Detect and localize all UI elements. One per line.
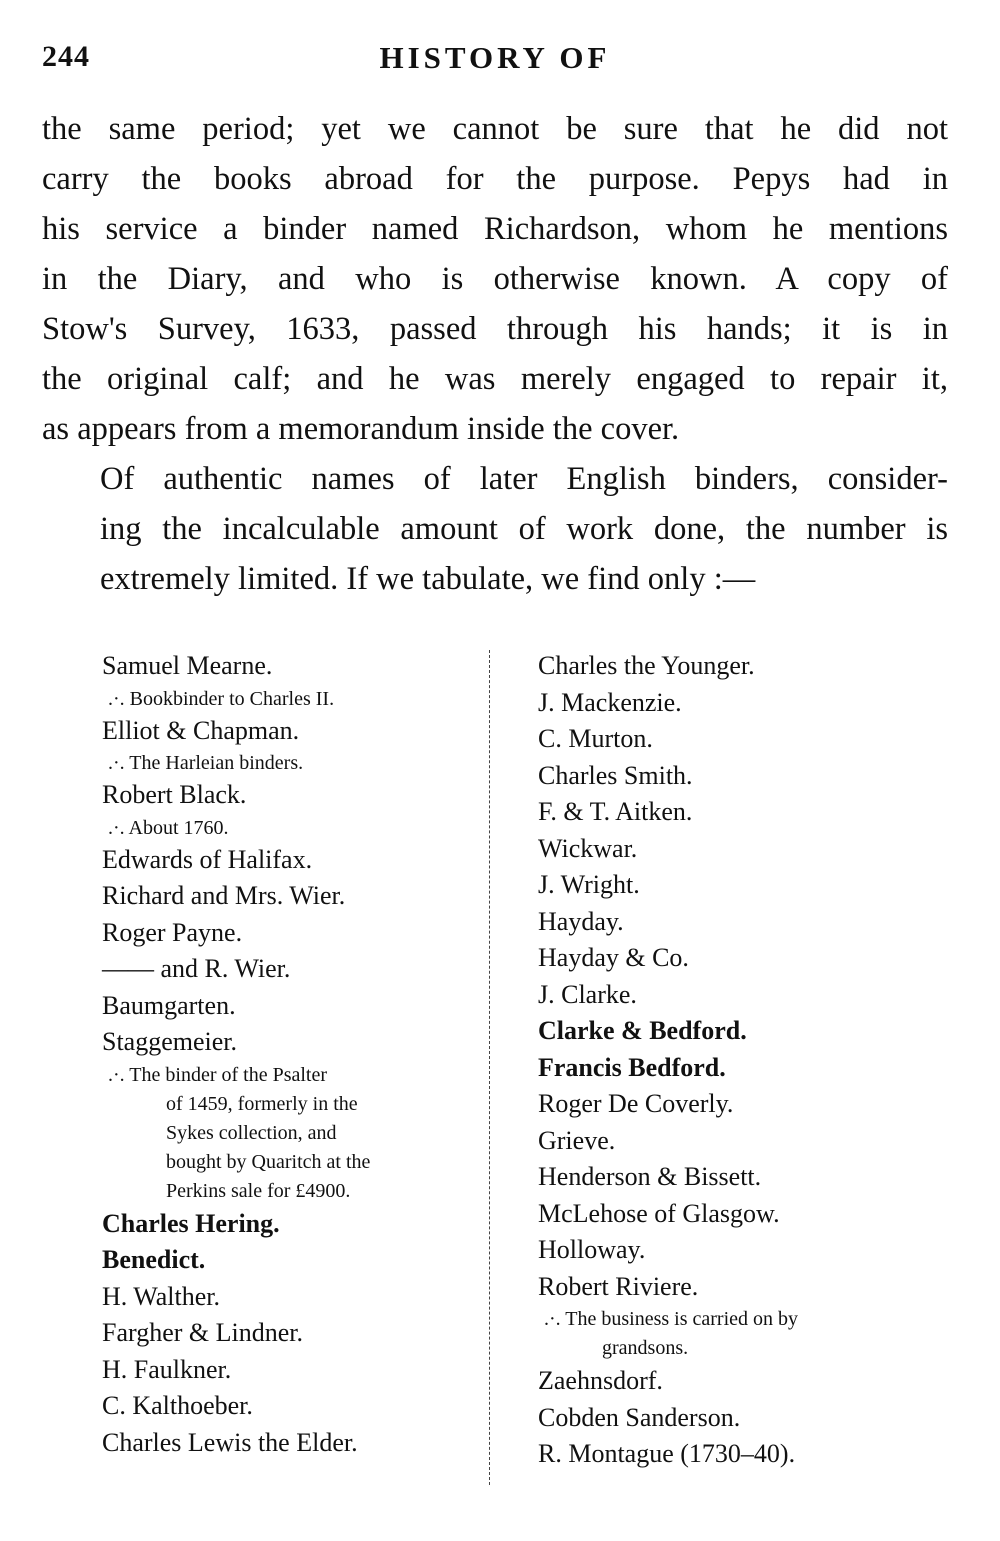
binder-entry: Roger De Coverly. [538,1089,734,1118]
binder-entry: J. Clarke. [538,979,637,1009]
binder-entry: McLehose of Glasgow. [538,1198,780,1228]
binder-entry: Hayday. [538,906,624,936]
binder-entry: Henderson & Bissett. [538,1162,762,1191]
binder-note: .·. About 1760. [108,816,229,839]
binder-entry: Roger Payne. [102,917,243,947]
binder-entry: Zaehnsdorf. [538,1366,663,1395]
binder-entry: H. Walther. [102,1281,221,1311]
note-line: bought by Quaritch at the [166,1150,371,1173]
binders-list-right [538,648,948,1473]
binder-entry: —— and R. Wier. [102,954,291,983]
binder-entry: Charles the Younger. [538,651,755,680]
text-line: the same period; yet we cannot be sure that he did not [42,111,948,147]
binder-note: .·. Bookbinder to Charles II. [108,687,335,710]
binder-entry: Clarke & Bedford. [538,1016,747,1045]
paragraph-1 [42,104,948,454]
binder-entry: Robert Riviere. [538,1271,699,1301]
text-line: Of authentic names of later English binders, consider- [100,461,948,497]
binder-entry: Charles Smith. [538,760,693,790]
page-header [42,40,948,80]
note-line: grandsons. [602,1337,689,1359]
text-line: in the Diary, and who is otherwise known. A copy of [42,261,948,297]
binder-entry: Charles Hering. [102,1208,280,1238]
running-head: HISTORY OF [379,40,611,75]
note-line: .·. The business is carried on by [544,1308,799,1330]
note-line: Sykes collection, and [166,1121,337,1144]
binder-entry: Hayday & Co. [538,943,689,972]
text-line: ing the incalculable amount of work done, the number is [100,511,948,547]
binder-entry: Holloway. [538,1235,646,1264]
binder-entry: Grieve. [538,1125,616,1155]
note-line: .·. The binder of the Psalter [108,1063,328,1086]
binder-entry: Staggemeier. [102,1027,238,1056]
column-divider [489,650,490,1485]
binder-entry: Wickwar. [538,833,638,863]
binder-note: .·. The Harleian binders. [108,752,304,774]
binder-entry: Benedict. [102,1245,206,1274]
binder-entry: C. Kalthoeber. [102,1391,253,1420]
binder-entry: Robert Black. [102,780,247,809]
binders-list-left [102,648,482,1461]
binder-entry: Cobden Sanderson. [538,1402,741,1432]
binder-note [538,1305,948,1363]
binder-entry: Elliot & Chapman. [102,715,300,745]
text-line: as appears from a memorandum inside the cover. [42,411,680,447]
binder-entry: Fargher & Lindner. [102,1318,303,1347]
text-line: carry the books abroad for the purpose. Pepys had in [42,161,948,197]
binder-entry: H. Faulkner. [102,1354,232,1384]
binder-entry: F. & T. Aitken. [538,797,693,826]
binder-entry: C. Murton. [538,724,653,753]
body-text [42,104,948,604]
binder-entry: R. Montague (1730–40). [538,1439,796,1468]
paragraph-2 [42,454,948,604]
text-line: Stow's Survey, 1633, passed through his hands; it is in [42,311,948,347]
binder-entry: J. Mackenzie. [538,687,682,717]
binder-note [102,1061,482,1206]
page-number: 244 [42,40,90,73]
note-line: Perkins sale for £4900. [166,1179,351,1202]
text-line: his service a binder named Richardson, whom he mentions [42,211,948,247]
binder-entry: Baumgarten. [102,990,236,1020]
note-line: of 1459, formerly in the [166,1092,358,1115]
binder-entry: Richard and Mrs. Wier. [102,881,346,910]
text-line: the original calf; and he was merely engaged to repair it, [42,361,948,397]
binder-entry: Edwards of Halifax. [102,844,313,874]
binder-entry: Francis Bedford. [538,1052,726,1082]
binder-entry: J. Wright. [538,870,640,899]
binder-entry: Samuel Mearne. [102,651,273,680]
binder-entry: Charles Lewis the Elder. [102,1427,358,1457]
text-line: extremely limited. If we tabulate, we find only :— [100,561,756,597]
